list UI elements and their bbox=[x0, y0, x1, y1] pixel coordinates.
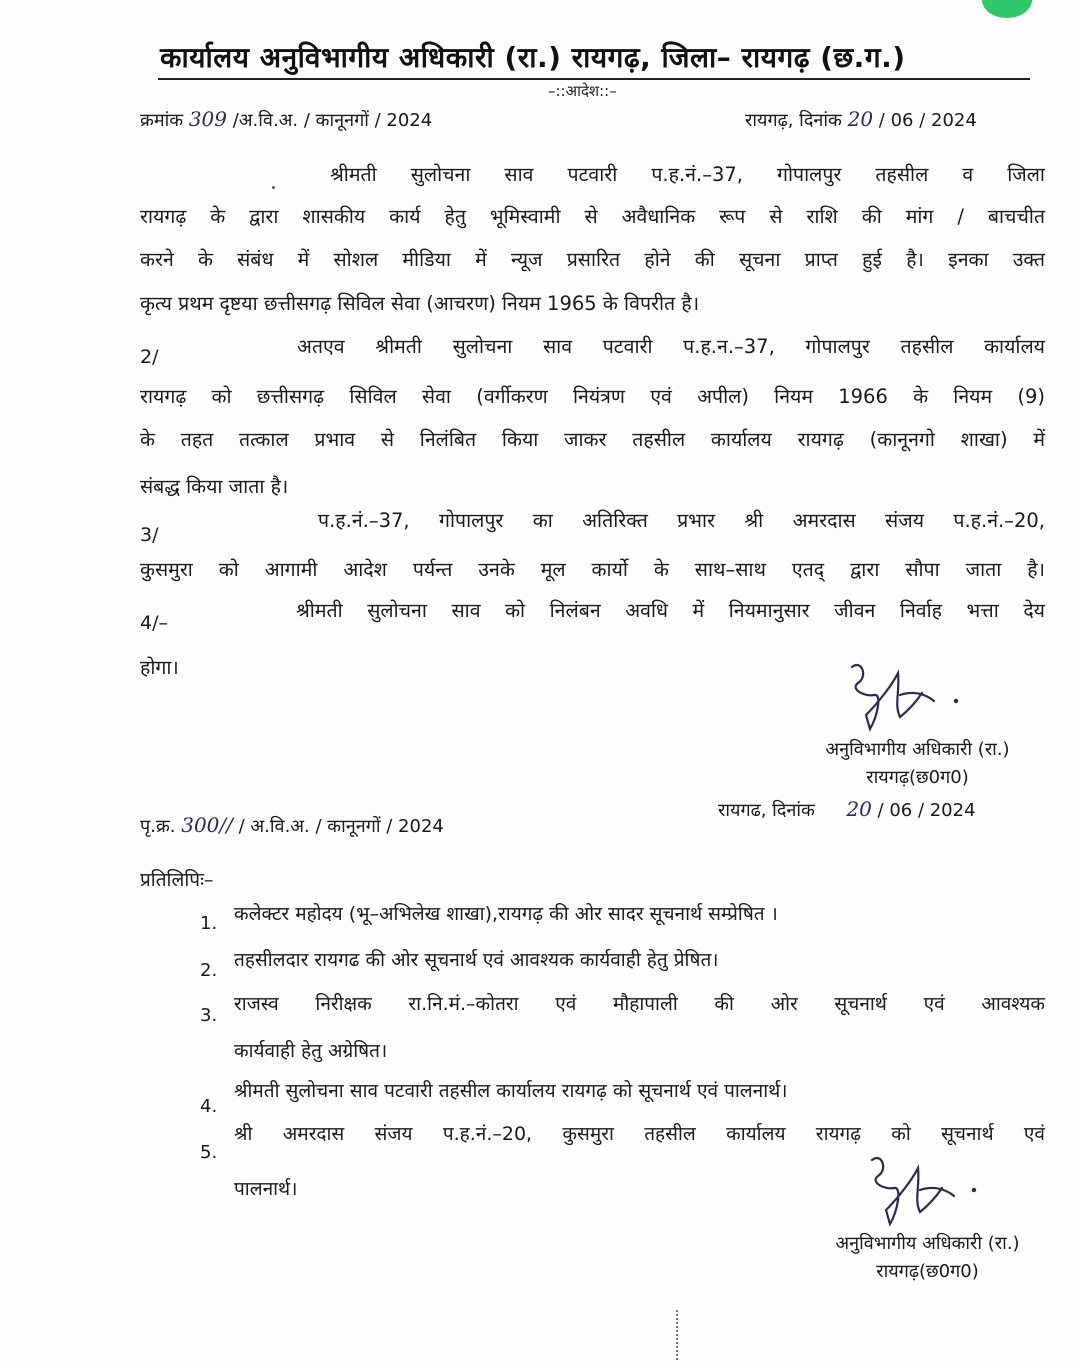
title-underline bbox=[158, 78, 1030, 80]
para2-number: 2/ bbox=[140, 346, 159, 368]
cc-item-1-number: 1. bbox=[200, 913, 218, 934]
order-date-line bbox=[745, 107, 977, 132]
endorsement-number-handwritten: 300 bbox=[181, 813, 220, 837]
copy-to-label: प्रतिलिपिः– bbox=[140, 869, 214, 891]
order-number-handwritten: 309 bbox=[188, 107, 227, 131]
signature-1-place: रायगढ़(छ0ग0) bbox=[866, 767, 969, 788]
cc-item-2-number: 2. bbox=[200, 960, 218, 981]
order-heading: –::आदेश::– bbox=[548, 82, 617, 100]
order-number-line bbox=[140, 107, 432, 132]
order-number-prefix: क्रमांक bbox=[140, 110, 184, 131]
cc-item-1-text: कलेक्टर महोदय (भू–अभिलेख शाखा),रायगढ़ की ओर सादर सूचनार्थ सम्प्रेषित । bbox=[234, 903, 778, 925]
cc-item-3-text-line-1: राजस्व निरीक्षक रा.नि.मं.–कोतरा एवं मौहापाली की ओर सूचनार्थ एवं आवश्यक bbox=[234, 993, 1045, 1015]
para4-line-2: होगा। bbox=[140, 656, 179, 679]
para4-number: 4/– bbox=[140, 612, 168, 634]
para2-line-1: अतएव श्रीमती सुलोचना साव पटवारी प.ह.न.–37, गोपालपुर तहसील कार्यालय bbox=[297, 335, 1045, 358]
endorsement-prefix: पृ.क्र. bbox=[140, 816, 176, 837]
cc-item-5-text-line-2: पालनार्थ। bbox=[234, 1178, 298, 1200]
order-number-suffix: /अ.वि.अ. / कानूनगों / 2024 bbox=[232, 110, 433, 131]
para2-line-4: संबद्ध किया जाता है। bbox=[140, 475, 289, 498]
para4-line-1: श्रीमती सुलोचना साव को निलंबन अवधि में नियमानुसार जीवन निर्वाह भत्ता देय bbox=[296, 599, 1045, 622]
dotted-mark bbox=[676, 1310, 680, 1360]
cc-item-5-number: 5. bbox=[200, 1142, 218, 1163]
order-date-prefix: रायगढ़, दिनांक bbox=[745, 110, 842, 131]
para3-line-2: कुसमुरा को आगामी आदेश पर्यन्त उनके मूल कार्यो के साथ–साथ एतद् द्वारा सौपा जाता है। bbox=[140, 558, 1045, 581]
para1-line-3: करने के संबंध में सोशल मीडिया में न्यूज प्रसारित होने की सूचना प्राप्त हुई है। इनका उक्त bbox=[140, 248, 1045, 271]
endorsement-date-prefix: रायगढ, दिनांक bbox=[718, 800, 815, 821]
signature-2-designation: अनुविभागीय अधिकारी (रा.) bbox=[835, 1233, 1020, 1254]
signature-2-block bbox=[800, 1230, 1055, 1286]
cc-item-4-text: श्रीमती सुलोचना साव पटवारी तहसील कार्यालय रायगढ़ को सूचनार्थ एवं पालनार्थ। bbox=[234, 1080, 788, 1102]
signature-2-place: रायगढ़(छ0ग0) bbox=[876, 1261, 979, 1282]
stray-ink-dot bbox=[272, 186, 275, 189]
para3-line-1: प.ह.नं.–37, गोपालपुर का अतिरिक्त प्रभार श्री अमरदास संजय प.ह.नं.–20, bbox=[318, 509, 1045, 532]
cc-item-5-text-line-1: श्री अमरदास संजय प.ह.नं.–20, कुसमुरा तहसील कार्यालय रायगढ़ को सूचनार्थ एवं bbox=[234, 1123, 1045, 1145]
signature-1-icon bbox=[838, 655, 968, 735]
para1-line-4: कृत्य प्रथम दृष्टया छत्तीसगढ़ सिविल सेवा (आचरण) नियम 1965 के विपरीत है। bbox=[140, 292, 700, 315]
para2-line-2: रायगढ़ को छत्तीसगढ़ सिविल सेवा (वर्गीकरण नियंत्रण एवं अपील) नियम 1966 के नियम (9) bbox=[140, 385, 1045, 408]
cc-item-4-number: 4. bbox=[200, 1096, 218, 1117]
office-title: कार्यालय अनुविभागीय अधिकारी (रा.) रायगढ़, जिला– रायगढ़ (छ.ग.) bbox=[160, 41, 906, 74]
endorsement-date-line bbox=[718, 797, 976, 822]
signature-1-block bbox=[790, 736, 1045, 792]
endorsement-number-mark: // bbox=[219, 813, 233, 837]
order-date-rest: / 06 / 2024 bbox=[878, 110, 977, 131]
endorsement-suffix: / अ.वि.अ. / कानूनगों / 2024 bbox=[238, 816, 444, 837]
order-date-day: 20 bbox=[847, 107, 874, 131]
para1-line-1: श्रीमती सुलोचना साव पटवारी प.ह.नं.–37, गोपालपुर तहसील व जिला bbox=[330, 163, 1045, 186]
endorsement-number-line bbox=[140, 813, 444, 838]
para2-line-3: के तहत तत्काल प्रभाव से निलंबित किया जाकर तहसील कार्यालय रायगढ़ (कानूनगो शाखा) में bbox=[140, 428, 1045, 451]
para3-number: 3/ bbox=[140, 524, 159, 546]
signature-2-icon bbox=[858, 1148, 988, 1230]
cc-item-3-text-line-2: कार्यवाही हेतु अग्रेषित। bbox=[234, 1040, 388, 1062]
cc-item-3-number: 3. bbox=[200, 1005, 218, 1026]
endorsement-date-day: 20 bbox=[846, 797, 872, 821]
cc-item-2-text: तहसीलदार रायगढ की ओर सूचनार्थ एवं आवश्यक कार्यवाही हेतु प्रेषित। bbox=[234, 949, 719, 971]
endorsement-date-rest: / 06 / 2024 bbox=[877, 800, 976, 821]
green-corner-badge bbox=[982, 0, 1032, 18]
para1-line-2: रायगढ़ के द्वारा शासकीय कार्य हेतु भूमिस्वामी से अवैधानिक रूप से राशि की मांग / बाचचीत bbox=[140, 205, 1045, 228]
signature-1-designation: अनुविभागीय अधिकारी (रा.) bbox=[825, 739, 1010, 760]
